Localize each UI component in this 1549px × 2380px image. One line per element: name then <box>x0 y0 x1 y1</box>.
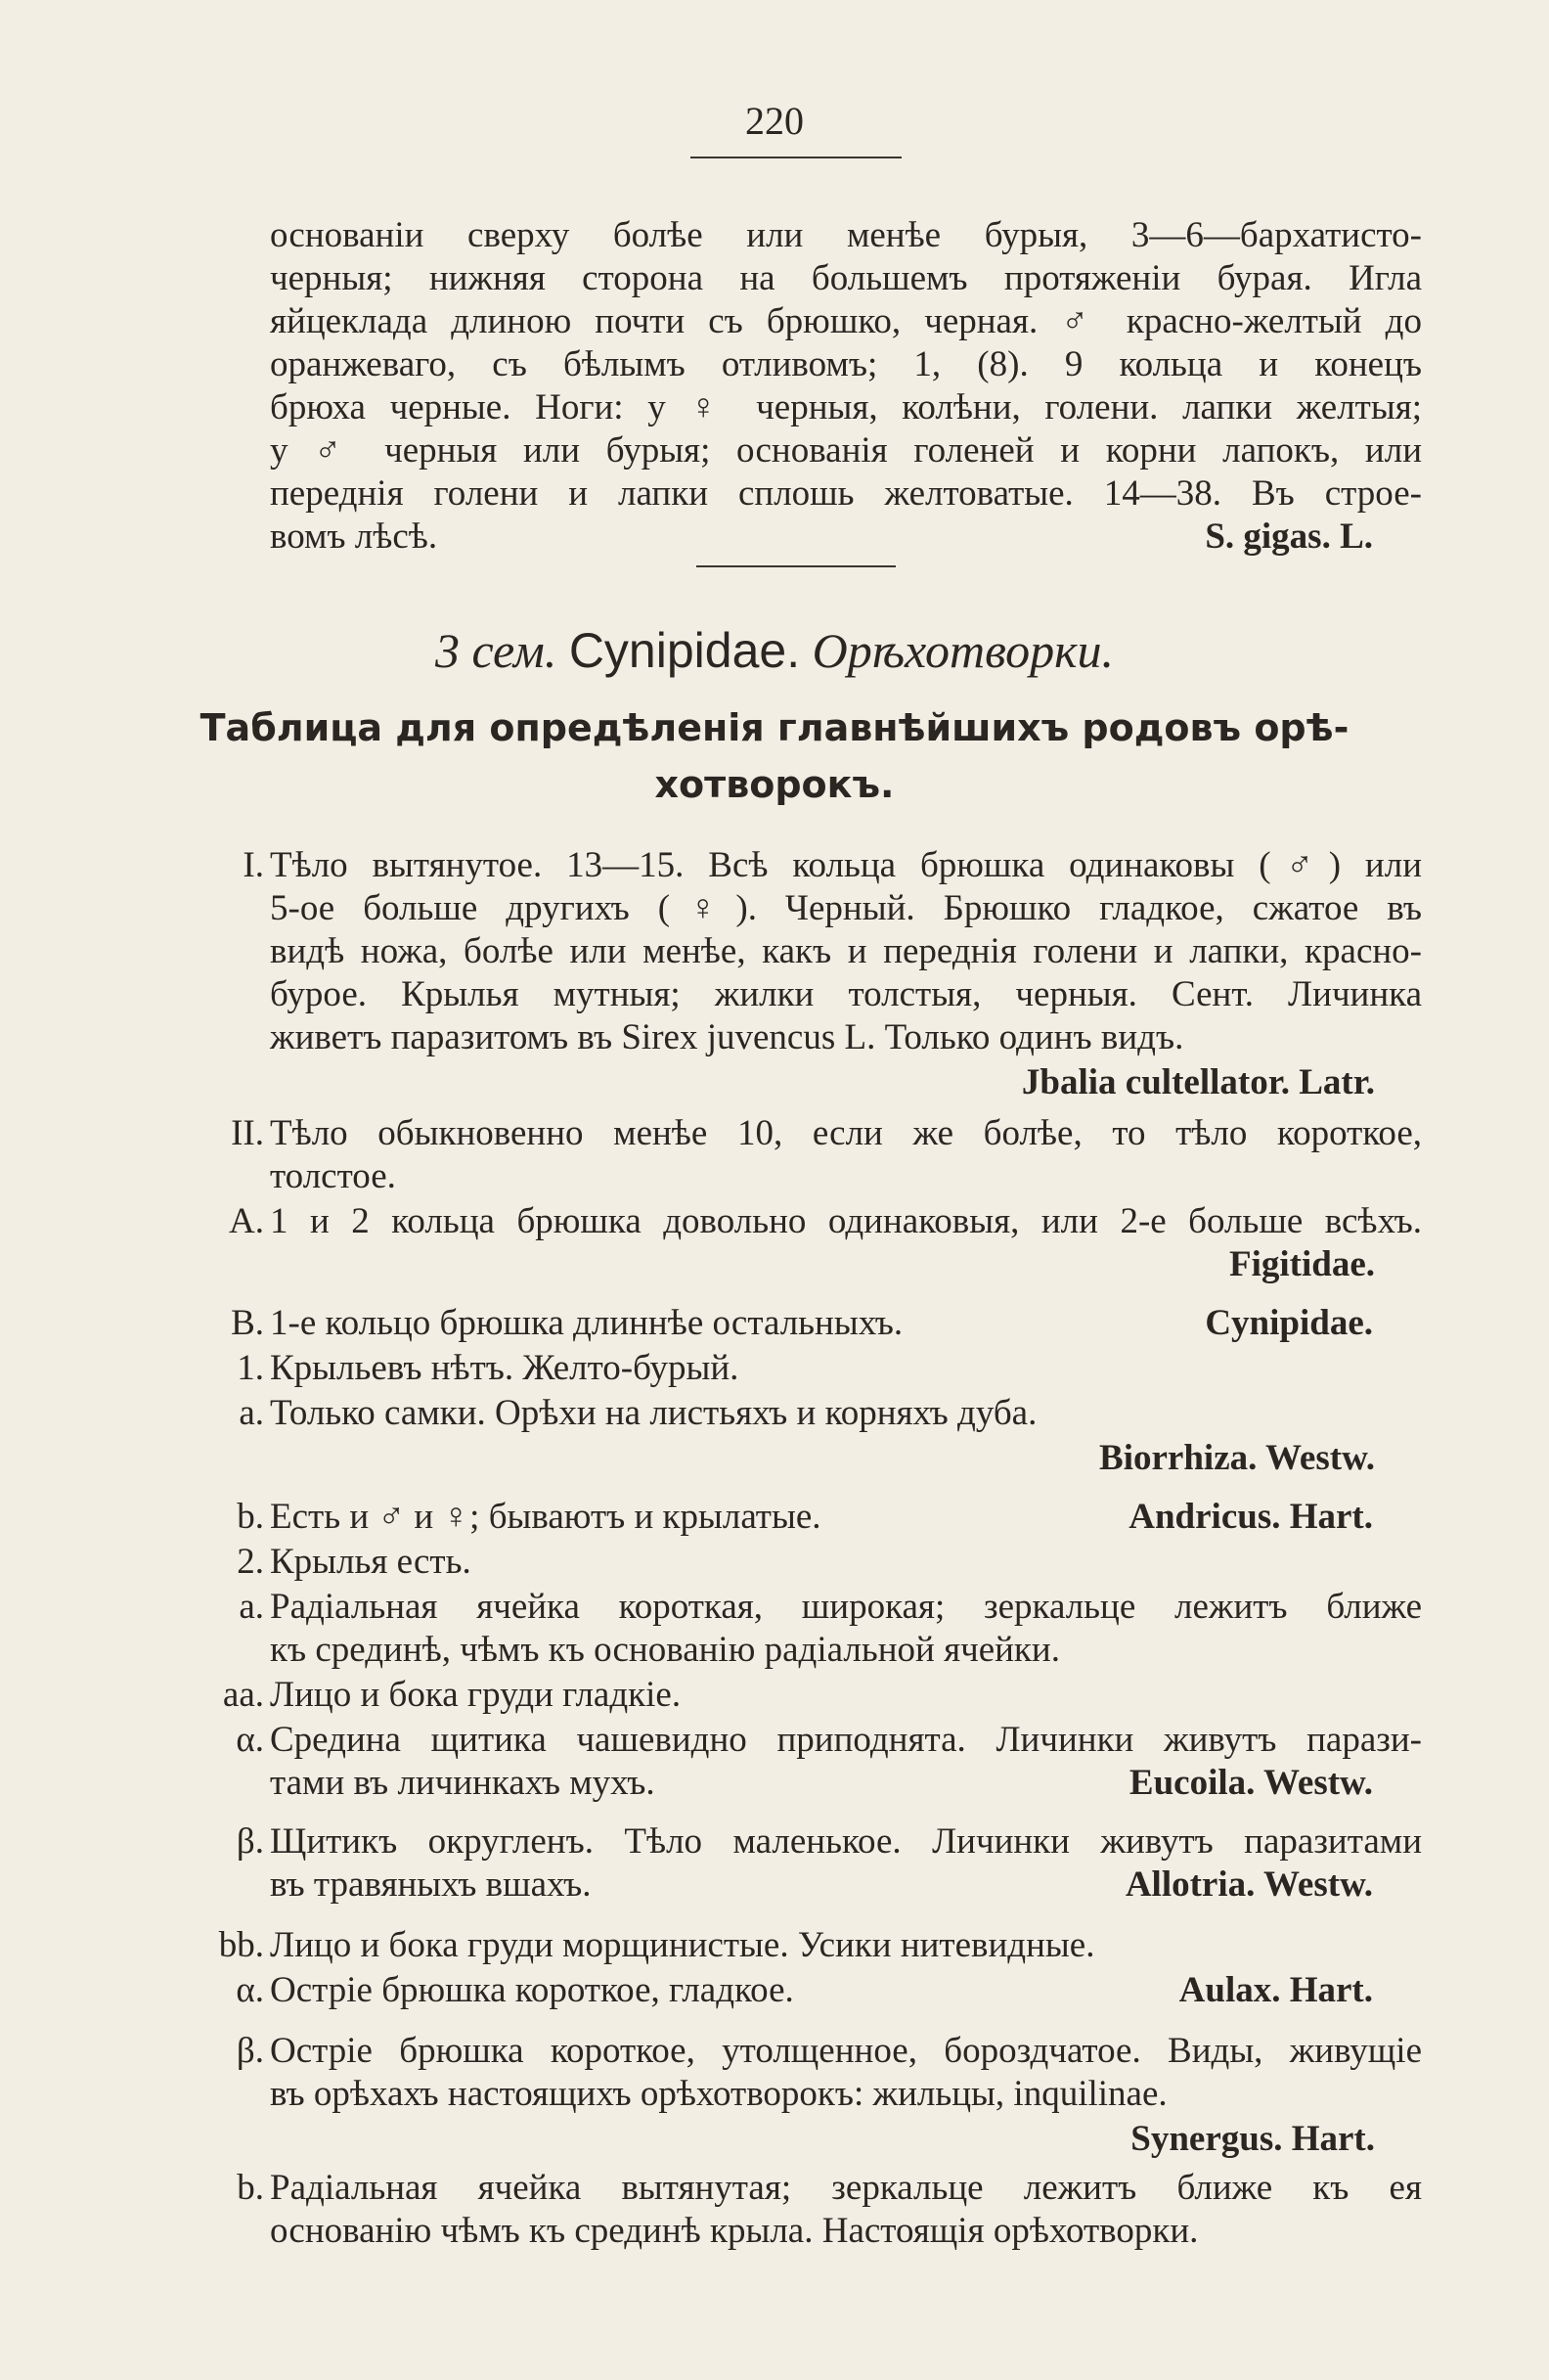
entry-marker: bb. <box>218 1925 264 1965</box>
text-line: переднiя голени и лапки сплошь желтоватые. 14—38. Въ строе- <box>270 473 1422 514</box>
entry-marker: b. <box>237 2168 264 2208</box>
entry-marker: B. <box>231 1303 264 1343</box>
section-rule <box>696 565 896 567</box>
text-line: 1 и 2 кольца брюшка довольно одинаковыя, или 2-е больше всѣхъ. <box>270 1201 1422 1241</box>
text-line: Радiальная ячейка короткая, широкая; зеркальце лежитъ ближе <box>270 1587 1422 1627</box>
text-line: Тѣло обыкновенно менѣе 10, если же болѣе, то тѣло короткое, <box>270 1113 1422 1153</box>
entry-marker: aa. <box>222 1675 264 1715</box>
text-line: брюха черные. Ноги: у ♀ черныя, колѣни, голени. лапки желтыя; <box>270 387 1422 427</box>
entry-marker: β. <box>236 1821 264 1862</box>
species-name: Synergus. Hart. <box>1130 2119 1375 2159</box>
entry-marker: a. <box>239 1393 264 1433</box>
text-line: черныя; нижняя сторона на большемъ протяженiи бурая. Игла <box>270 258 1422 298</box>
page-number: 220 <box>745 99 804 143</box>
species-name: S. gigas. L. <box>1205 516 1373 557</box>
text-line: толстое. <box>270 1156 396 1196</box>
entry-marker: α. <box>236 1970 264 2010</box>
text-line: основанiи сверху болѣе или менѣе бурыя, 3—6—бархатисто- <box>270 215 1422 255</box>
text-line: вомъ лѣсѣ. <box>270 516 438 557</box>
entry-marker: α. <box>236 1720 264 1760</box>
text-line: Острiе брюшка короткое, утолщенное, бороздчатое. Виды, живущiе <box>270 2031 1422 2071</box>
family-heading-latin: Cynipidae. <box>568 623 801 678</box>
family-heading-russian: Орѣхотворки. <box>812 623 1115 678</box>
species-name: Jbalia cultellator. Latr. <box>1021 1062 1375 1102</box>
species-name: Biorrhiza. Westw. <box>1099 1438 1375 1478</box>
species-name: Aulax. Hart. <box>1178 1970 1373 2010</box>
text-line: бурое. Крылья мутныя; жилки толстыя, черныя. Сент. Личинка <box>270 974 1422 1014</box>
family-heading <box>0 622 1549 679</box>
text-line: Только самки. Орѣхи на листьяхъ и корняхъ дуба. <box>270 1393 1038 1433</box>
species-name: Eucoila. Westw. <box>1129 1763 1373 1803</box>
page-number-rule <box>690 157 902 158</box>
text-line: Есть и ♂ и ♀; бываютъ и крылатые. <box>270 1497 821 1537</box>
text-line: Лицо и бока груди морщинистые. Усики нитевидные. <box>270 1925 1095 1965</box>
text-line: Острiе брюшка короткое, гладкое. <box>270 1970 794 2010</box>
text-line: тами въ личинкахъ мухъ. <box>270 1763 655 1803</box>
text-line: живетъ паразитомъ въ Sirex juvencus L. Только одинъ видъ. <box>270 1017 1184 1057</box>
entry-marker: a. <box>239 1587 264 1627</box>
table-title: хотворокъ. <box>654 763 895 806</box>
entry-marker: b. <box>237 1497 264 1537</box>
text-line: 1-е кольцо брюшка длиннѣе остальныхъ. <box>270 1303 904 1343</box>
text-line: Тѣло вытянутое. 13—15. Всѣ кольца брюшка одинаковы (♂) или <box>270 845 1422 885</box>
text-line: 5-ое больше другихъ (♀). Черный. Брюшко гладкое, сжатое въ <box>270 888 1422 928</box>
text-line: въ травяныхъ вшахъ. <box>270 1864 592 1905</box>
table-title: Таблица для опредѣленiя главнѣйшихъ родовъ орѣ- <box>199 706 1350 749</box>
species-name: Figitidae. <box>1228 1244 1375 1284</box>
family-heading-prefix: 3 сем. <box>434 623 557 678</box>
text-line: Средина щитика чашевидно приподнята. Личинки живутъ парази- <box>270 1720 1422 1760</box>
text-line: яйцеклада длиною почти съ брюшко, черная. ♂ красно-желтый до <box>270 301 1422 341</box>
entry-marker: 2. <box>237 1542 264 1582</box>
entry-marker: β. <box>236 2031 264 2071</box>
text-line: Радiальная ячейка вытянутая; зеркальце лежитъ ближе къ ея <box>270 2168 1422 2208</box>
entry-marker: II. <box>231 1113 264 1153</box>
text-line: Лицо и бока груди гладкiе. <box>270 1675 682 1715</box>
text-line: видѣ ножа, болѣе или менѣе, какъ и переднiя голени и лапки, красно- <box>270 931 1422 971</box>
entry-marker: A. <box>229 1201 264 1241</box>
text-line: къ срединѣ, чѣмъ къ основанiю радiальной ячейки. <box>270 1630 1060 1670</box>
species-name: Allotria. Westw. <box>1125 1864 1373 1905</box>
text-line: Крылья есть. <box>270 1542 471 1582</box>
species-name: Cynipidae. <box>1205 1303 1373 1343</box>
entry-marker: 1. <box>237 1348 264 1388</box>
text-line: основанiю чѣмъ къ срединѣ крыла. Настоящiя орѣхотворки. <box>270 2211 1199 2251</box>
text-line: оранжеваго, съ бѣлымъ отливомъ; 1, (8). 9 кольца и конецъ <box>270 344 1422 384</box>
text-line: въ орѣхахъ настоящихъ орѣхотворокъ: жильцы, inquilinae. <box>270 2074 1168 2114</box>
text-line: Щитикъ округленъ. Тѣло маленькое. Личинки живутъ паразитами <box>270 1821 1422 1862</box>
entry-marker: I. <box>243 845 264 885</box>
text-line: Крыльевъ нѣтъ. Желто-бурый. <box>270 1348 739 1388</box>
text-line: у ♂ черныя или бурыя; основанiя голеней и корни лапокъ, или <box>270 430 1422 471</box>
species-name: Andricus. Hart. <box>1129 1497 1373 1537</box>
